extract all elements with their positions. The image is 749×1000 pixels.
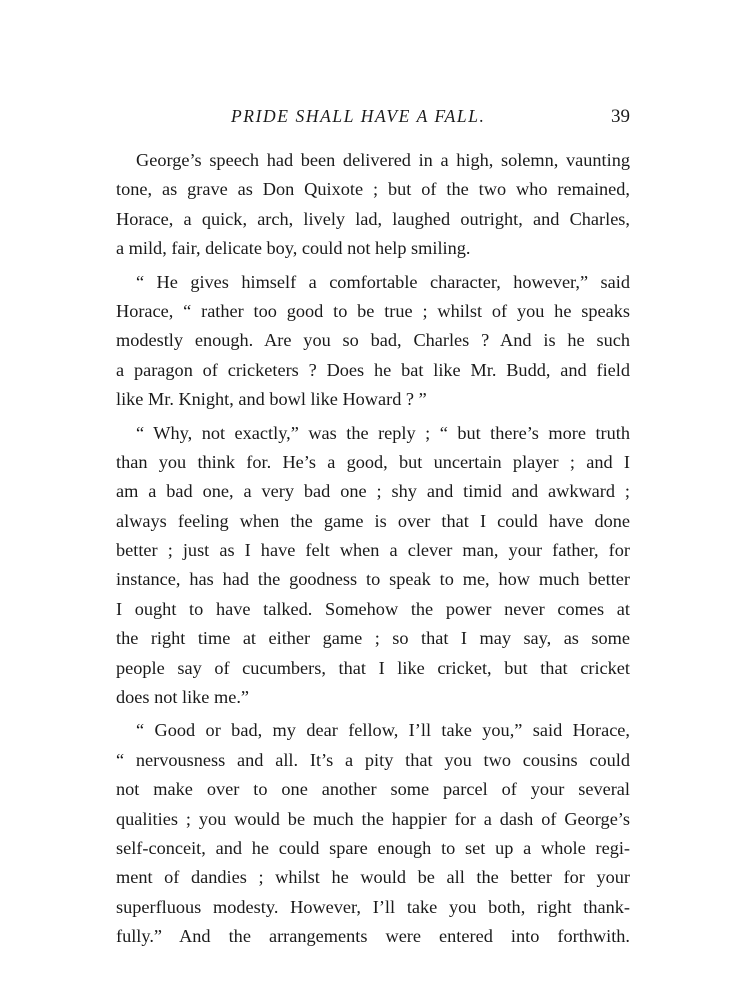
page-number: 39 bbox=[611, 106, 630, 127]
running-title: PRIDE SHALL HAVE A FALL. bbox=[231, 106, 486, 126]
paragraph bbox=[116, 419, 630, 713]
text-line: people say of cucumbers, that I like cricket, but that cricket bbox=[116, 657, 630, 678]
text-line: the right time at either game ; so that I may say, as some bbox=[116, 628, 630, 649]
text-line: ment of dandies ; whilst he would be all the better for your bbox=[116, 867, 630, 888]
text-line: qualities ; you would be much the happier for a dash of George’s bbox=[116, 808, 630, 829]
body-text bbox=[116, 146, 630, 952]
paragraph bbox=[116, 146, 630, 264]
text-line: “ Good or bad, my dear fellow, I’ll take you,” said Horace, bbox=[136, 720, 630, 741]
paragraph bbox=[116, 716, 630, 951]
text-line: tone, as grave as Don Quixote ; but of the two who remained, bbox=[116, 179, 630, 200]
text-line: instance, has had the goodness to speak to me, how much better bbox=[116, 569, 630, 590]
text-line: superfluous modesty. However, I’ll take you both, right thank- bbox=[116, 896, 630, 917]
text-line: like Mr. Knight, and bowl like Howard ? ” bbox=[116, 389, 427, 410]
text-line: modestly enough. Are you so bad, Charles ? And is he such bbox=[116, 330, 630, 351]
text-line: fully.” And the arrangements were entered into forthwith. bbox=[116, 926, 630, 947]
text-line: self-conceit, and he could spare enough to set up a whole regi- bbox=[116, 837, 630, 858]
text-line: “ nervousness and all. It’s a pity that you two cousins could bbox=[116, 749, 630, 770]
running-head bbox=[0, 106, 749, 130]
text-line: better ; just as I have felt when a clever man, your father, for bbox=[116, 540, 630, 561]
text-line: I ought to have talked. Somehow the power never comes at bbox=[116, 598, 630, 619]
text-line: than you think for. He’s a good, but uncertain player ; and I bbox=[116, 451, 630, 472]
text-line: does not like me.” bbox=[116, 687, 250, 708]
paragraph bbox=[116, 268, 630, 415]
text-line: “ He gives himself a comfortable character, however,” said bbox=[136, 271, 630, 292]
text-line: a mild, fair, delicate boy, could not help smiling. bbox=[116, 238, 471, 259]
text-line: a paragon of cricketers ? Does he bat like Mr. Budd, and field bbox=[116, 359, 630, 380]
text-line: “ Why, not exactly,” was the reply ; “ but there’s more truth bbox=[136, 422, 630, 443]
text-line: always feeling when the game is over that I could have done bbox=[116, 510, 630, 531]
text-line: George’s speech had been delivered in a high, solemn, vaunting bbox=[136, 150, 630, 170]
text-line: am a bad one, a very bad one ; shy and timid and awkward ; bbox=[116, 481, 630, 502]
text-line: Horace, a quick, arch, lively lad, laughed outright, and Charles, bbox=[116, 208, 630, 229]
text-line: Horace, “ rather too good to be true ; whilst of you he speaks bbox=[116, 300, 630, 321]
text-line: not make over to one another some parcel of your several bbox=[116, 779, 630, 800]
